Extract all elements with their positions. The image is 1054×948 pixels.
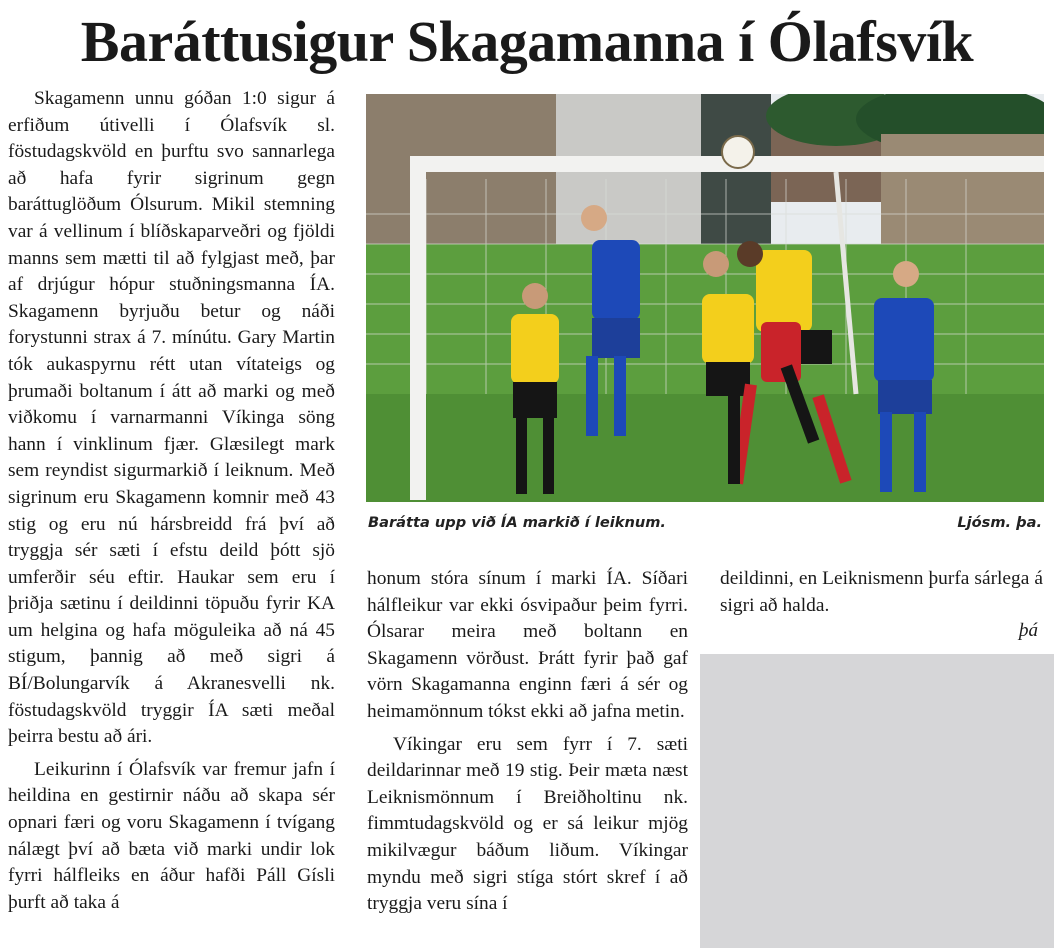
match-photo bbox=[366, 94, 1044, 502]
paragraph: Skagamenn unnu góðan 1:0 sigur á erfiðum útivelli í Ólafsvík sl. föstudagskvöld en þurftu svo sannarlega að hafa fyrir sigrinum gegn baráttuglöðum Ólsurum. Mikil stemning var á vellinum í blíðskaparveðri og fjöldi manns sem mætti til að fylgjast með, þar af drjúgur hópur stuðningsmanna ÍA. Skagamenn byrjuðu betur og náði forystunni strax á 7. mínútu. Gary Martin tók aukaspyrnu rétt utan vítateigs og þrumaði boltanum í átt að marki og með viðkomu í varnarmanni Víkinga söng hann í vinklinum fjær. Glæsilegt mark sem reyndist sigurmarkið í leiknum. Með sigrinum eru Skagamenn komnir með 43 stig og eru nú hársbreidd frá því að tryggja sér sæti í efstu deild þótt sjö umferðir séu eftir. Haukar sem eru í þriðja sætinu í deildinni töpuðu fyrir KA um helgina og hafa möguleika að ná 45 stigum, þannig að með sigri á BÍ/Bolungarvík á Akranesvelli nk. föstudagskvöld tryggir ÍA sæti meðal þeirra bestu að ári. bbox=[8, 88, 335, 748]
soccer-scene-illustration bbox=[366, 94, 1044, 502]
article-column-1 bbox=[8, 86, 335, 916]
article-column-3 bbox=[720, 566, 1043, 619]
paragraph: deildinni, en Leiknismenn þurfa sárlega á sigri að halda. bbox=[720, 568, 1043, 616]
photo-credit: Ljósm. þa. bbox=[957, 514, 1042, 531]
grey-placeholder-box bbox=[700, 654, 1054, 948]
author-signature: þá bbox=[1019, 620, 1038, 641]
paragraph: Víkingar eru sem fyrr í 7. sæti deildarinnar með 19 stig. Þeir mæta næst Leiknismönnum í Breiðholtinu nk. fimmtudagskvöld og er sá leikur mjög mikilvægur báðum liðum. Víkingar myndu með sigri stíga stórt skref í að tryggja veru sína í bbox=[367, 733, 688, 915]
photo-caption bbox=[368, 514, 1042, 536]
article-column-2 bbox=[367, 566, 688, 918]
paragraph: honum stóra sínum í marki ÍA. Síðari hálfleikur var ekki ósvipaður þeim fyrri. Ólsarar meira með boltann en Skagamenn vörðust. Þrátt fyrir það gaf vörn Skagamanna enginn færi á sér og heimamönnum tókst ekki að jafna metin. bbox=[367, 568, 688, 722]
article-headline: Baráttusigur Skagamanna í Ólafsvík bbox=[80, 9, 974, 74]
paragraph: Leikurinn í Ólafsvík var fremur jafn í heildina en gestirnir náðu að skapa sér opnari færi og voru Skagamenn í tvígang nálægt því að bæta við marki undir lok fyrri hálfleiks en áður hafði Páll Gísli þurft að taka á bbox=[8, 758, 335, 913]
caption-text: Barátta upp við ÍA markið í leiknum. bbox=[368, 514, 666, 531]
